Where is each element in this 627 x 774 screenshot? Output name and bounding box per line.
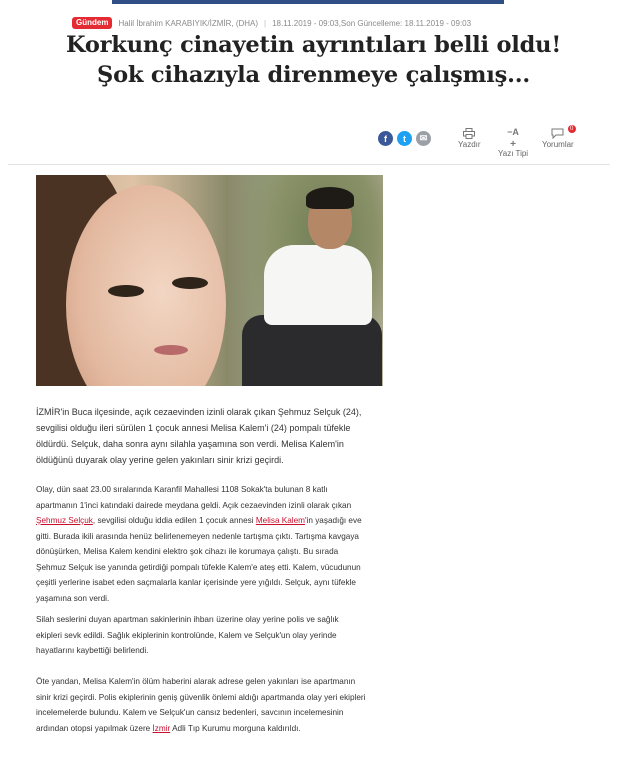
tag-link-sehmuz-selcuk[interactable]: Şehmuz Selçuk <box>36 516 93 525</box>
font-increase-button[interactable]: + <box>510 139 516 150</box>
comments-count-badge: 0 <box>568 125 576 133</box>
photo-man-shirt <box>264 245 372 325</box>
photo-woman-lips <box>154 345 188 355</box>
article-photo[interactable] <box>36 175 383 386</box>
paragraph-text: Öte yandan, Melisa Kalem'in ölüm haberini alarak adrese gelen yakınları ise apartmanın sinir krizi geçirdi. Polis ekiplerinin geniş güvenlik önlemi aldığı apartmanda olay yeri ekipleri incelemelerde bulundu. Kalem ve Selçuk'un cansız bedenleri, savcının incelemesinin ardından otopsi yapılmak üzere <box>36 677 366 733</box>
published-date: 18.11.2019 - 09:03 <box>272 18 339 28</box>
meta-separator: | <box>264 18 267 28</box>
print-icon <box>458 128 481 140</box>
category-badge[interactable]: Gündem <box>72 17 112 29</box>
twitter-share-button[interactable]: t <box>397 131 412 146</box>
article-paragraph-1 <box>36 482 366 606</box>
photo-woman-eye-left <box>108 285 144 297</box>
print-button[interactable] <box>458 128 481 149</box>
paragraph-text: Olay, dün saat 23.00 sıralarında Karanfil Mahallesi 1108 Sokak'ta bulunan 8 katlı apartmanın 1'inci katındaki dairede meydana geldi. Açık cezaevinden izinli olarak çıkan <box>36 485 352 510</box>
article-lead: İZMİR'in Buca ilçesinde, açık cezaevinden izinli olarak çıkan Şehmuz Selçuk (24), sevgilisi olduğu ileri sürülen 1 çocuk annesi Melisa Kalem'i (24) pompalı tüfekle öldürdü. Selçuk, daha sonra aynı silahla yaşamına son verdi. Melisa Kalem'in öldüğünü duyarak olay yerine gelen yakınları sinir krizi geçirdi. <box>36 407 362 465</box>
comments-label: Yorumlar <box>542 140 574 149</box>
font-size-button[interactable] <box>498 128 528 158</box>
photo-woman-eye-right <box>172 277 208 289</box>
font-label: Yazı Tipi <box>498 149 529 158</box>
paragraph-text: 'in yaşadığı eve gitti. Burada ikili arasında henüz belirlenemeyen nedenle tartışma çıktı. Tartışma kavgaya dönüşürken, Melisa Kalem kendini elektro şok cihazı ile korumaya çalıştı. Bu sırada Şehmuz Selçuk ise yanında getirdiği pompalı tüfekle Kalem'e ateş etti. Kalem, vücudunun çeşitli yerlerine isabet eden saçmalarla kanlar içerisinde yere yığıldı. Selçuk, aynı tüfekle yaşamına son verdi. <box>36 516 362 603</box>
author-line: Halil İbrahim KARABIYIK/İZMİR, (DHA) <box>118 18 259 28</box>
updated-date: ,Son Güncelleme: 18.11.2019 - 09:03 <box>338 18 472 28</box>
photo-man-pants <box>242 315 382 386</box>
tag-link-izmir[interactable]: İzmir <box>152 723 171 733</box>
article-paragraph-2: Silah seslerini duyan apartman sakinlerinin ihbarı üzerine olay yerine polis ve sağlık ekipleri sevk edildi. Sağlık ekiplerinin kontrolünde, Kalem ve Selçuk'un olay yerinde hayatlarını kaybettiği belirlendi. <box>36 615 339 655</box>
print-label: Yazdır <box>458 140 481 149</box>
paragraph-text: Adli Tıp Kurumu morguna kaldırıldı. <box>170 723 301 733</box>
tag-link-melisa-kalem[interactable]: Melisa Kalem <box>255 516 305 525</box>
page-title: Korkunç cinayetin ayrıntıları belli oldu! Şok cihazıyla direnmeye çalışmış... <box>65 32 562 88</box>
article-meta <box>72 16 592 30</box>
paragraph-text: , sevgilisi olduğu iddia edilen 1 çocuk annesi <box>92 516 256 525</box>
facebook-share-button[interactable]: f <box>378 131 393 146</box>
photo-man-hair <box>306 187 354 209</box>
comments-button[interactable] <box>542 128 574 149</box>
header-divider <box>8 164 610 165</box>
font-decrease-button[interactable]: −A <box>507 127 519 137</box>
mail-share-button[interactable]: ✉ <box>416 131 431 146</box>
top-nav-bar <box>112 0 504 4</box>
share-buttons <box>378 131 431 165</box>
article-paragraph-3 <box>36 674 366 736</box>
